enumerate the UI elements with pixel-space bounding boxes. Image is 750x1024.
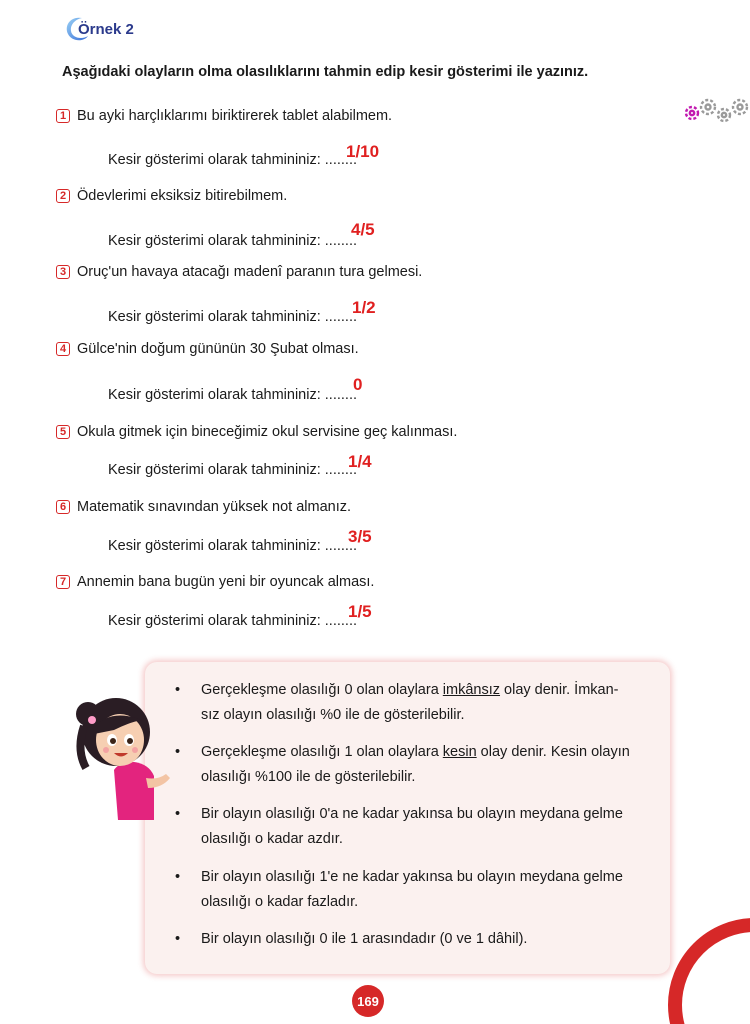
answer-prompt: Kesir gösterimi olarak tahmininiz: ........ [108,233,357,249]
answer-prompt: Kesir gösterimi olarak tahmininiz: ........ [108,152,357,168]
question-number: 5 [56,425,70,439]
example-label [62,14,134,44]
instruction-text: Aşağıdaki olayların olma olasılıklarını tahmin edip kesir gösterimi ile yazınız. [62,64,589,80]
question-5 [56,424,457,440]
info-item [175,678,645,728]
info-text: Bir olayın olasılığı 1'e ne kadar yakınsa bu olayın meydana gelme [201,869,623,885]
answer-prompt: Kesir gösterimi olarak tahmininiz: ........ [108,613,357,629]
question-number: 3 [56,265,70,279]
question-text: Okula gitmek için bineceğimiz okul servisine geç kalınması. [77,424,458,440]
info-text: olay denir. Kesin olayın [476,744,630,760]
info-text: Gerçekleşme olasılığı 0 olan olaylara [201,682,443,698]
info-box [145,662,670,974]
info-text: Bir olayın olasılığı 0 ile 1 arasındadır (0 ve 1 dâhil). [201,931,528,947]
question-text: Matematik sınavından yüksek not almanız. [77,499,352,515]
answer-prompt: Kesir gösterimi olarak tahmininiz: ........ [108,462,357,478]
girl-illustration [74,690,174,820]
answer-value: 1/2 [352,298,376,317]
question-number: 6 [56,500,70,514]
question-number: 4 [56,342,70,356]
info-item [175,802,645,852]
answer-prompt: Kesir gösterimi olarak tahmininiz: ........ [108,387,357,403]
answer-value: 0 [353,375,363,394]
info-text: sız olayın olasılığı %0 ile de gösterilebilir. [201,707,465,723]
info-item [175,927,645,952]
question-text: Bu ayki harçlıklarımı biriktirerek tablet alabilmem. [77,108,393,124]
question-4 [56,341,359,357]
question-text: Oruç'un havaya atacağı madenî paranın tura gelmesi. [77,264,423,280]
question-number: 7 [56,575,70,589]
info-item [175,865,645,915]
term-certain: kesin [442,744,477,760]
question-text: Annemin bana bugün yeni bir oyuncak alması. [77,574,375,590]
question-text: Ödevlerimi eksiksiz bitirebilmem. [77,188,288,204]
term-impossible: imkânsız [442,682,501,698]
question-7 [56,574,374,590]
question-3 [56,264,422,280]
answer-value: 1/10 [346,142,380,161]
info-text: Bir olayın olasılığı 0'a ne kadar yakınsa bu olayın meydana gelme [201,806,623,822]
question-1 [56,108,392,124]
question-number: 2 [56,189,70,203]
question-6 [56,499,351,515]
info-text: olasılığı %100 ile de gösterilebilir. [201,769,416,785]
question-text: Gülce'nin doğum gününün 30 Şubat olması. [77,341,359,357]
gears-icon [682,96,750,126]
info-text: olasılığı o kadar azdır. [201,831,343,847]
answer-value: 1/4 [348,452,372,471]
page-number: 169 [352,985,384,1017]
answer-value: 3/5 [348,527,372,546]
answer-value: 4/5 [351,220,375,239]
info-text: olasılığı o kadar fazladır. [201,894,359,910]
answer-value: 1/5 [348,602,372,621]
question-number: 1 [56,109,70,123]
answer-prompt: Kesir gösterimi olarak tahmininiz: ........ [108,538,357,554]
decorative-ring [660,905,750,1024]
info-text: olay denir. İmkan- [500,682,619,698]
info-item [175,740,645,790]
question-2 [56,188,287,204]
answer-prompt: Kesir gösterimi olarak tahmininiz: ........ [108,309,357,325]
info-text: Gerçekleşme olasılığı 1 olan olaylara [201,744,443,760]
example-title: Örnek 2 [78,20,134,38]
